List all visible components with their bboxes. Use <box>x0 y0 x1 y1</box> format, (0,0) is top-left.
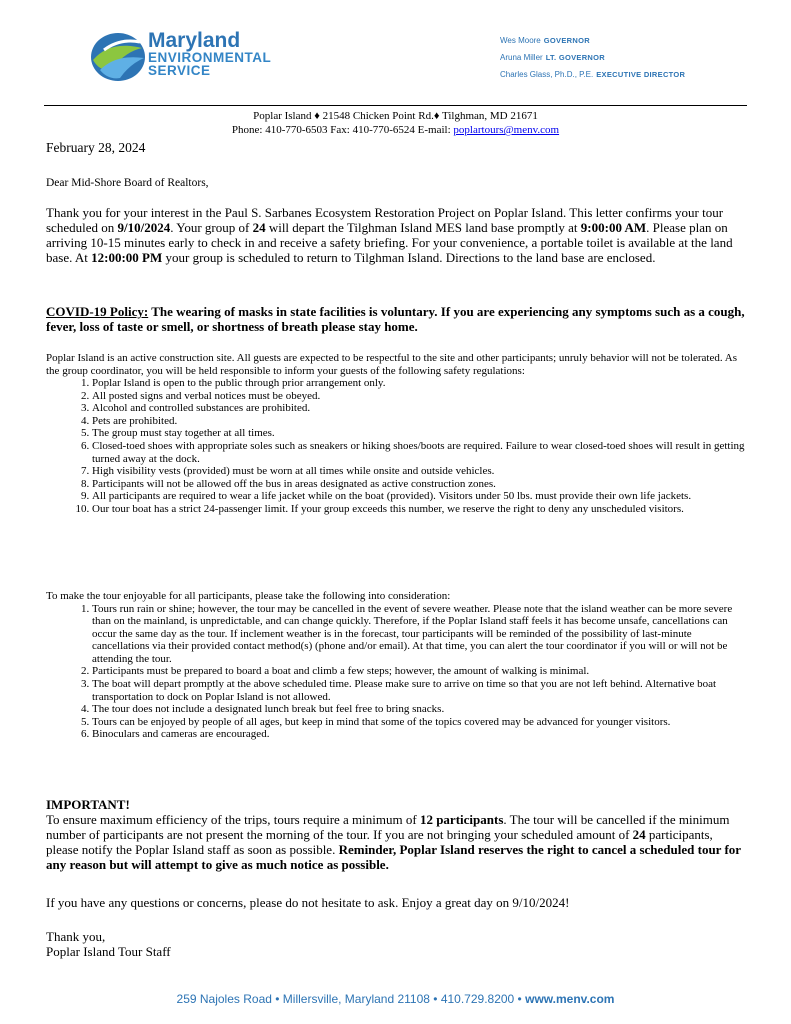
list-item: 4. Pets are prohibited. <box>92 415 746 428</box>
footer-address: 259 Najoles Road • Millersville, Maryland 21108 • 410.729.8200 • <box>176 992 526 1006</box>
list-item: 8. Participants will not be allowed off the bus in areas designated as active construction zones. <box>92 478 746 491</box>
footer <box>0 992 791 1006</box>
list-item: 9. All participants are required to wear a life jacket while on the boat (provided). Visitors under 50 lbs. must provide their own life jackets. <box>92 490 746 503</box>
list-item: 2. All posted signs and verbal notices must be obeyed. <box>92 390 746 403</box>
list-item: 6. Binoculars and cameras are encouraged. <box>92 728 746 741</box>
signature: Poplar Island Tour Staff <box>46 944 171 959</box>
list-item: 6. Closed-toed shoes with appropriate soles such as sneakers or hiking shoes/boots are required. Failure to wear closed-toed shoes will result in getting turned away at the dock. <box>92 440 746 465</box>
safety-section <box>46 352 746 516</box>
covid-label: COVID-19 Policy: <box>46 304 149 319</box>
depart-time: 9:00:00 AM <box>580 220 647 235</box>
considerations-intro: To make the tour enjoyable for all participants, please take the following into consideration: <box>46 590 451 602</box>
list-item: 3. Alcohol and controlled substances are prohibited. <box>92 402 746 415</box>
reminder-text: Reminder, Poplar Island reserves the right to cancel a scheduled tour for any reason but will attempt to give as much notice as possible. <box>46 842 741 872</box>
officer-executive-director: Charles Glass, Ph.D., P.E. EXECUTIVE DIRECTOR <box>500 70 686 79</box>
covid-policy <box>46 304 746 334</box>
safety-rules-list <box>46 377 746 516</box>
list-item: 4. The tour does not include a designated lunch break but feel free to bring snacks. <box>92 703 746 716</box>
considerations-list <box>46 603 746 742</box>
phone-fax-email: Phone: 410-770-6503 Fax: 410-770-6524 E-mail: poplartours@menv.com <box>231 124 560 136</box>
closing-line: If you have any questions or concerns, please do not hesitate to ask. Enjoy a great day on 9/10/2024! <box>46 895 570 910</box>
tour-date: 9/10/2024 <box>117 220 171 235</box>
group-size: 24 <box>252 220 266 235</box>
list-item: 1. Tours run rain or shine; however, the tour may be cancelled in the event of severe weather. Please note that the island weather can be more severe than on the mainland, is unpredictable, and can change quickly. Therefore, if the Poplar Island staff feels it has become unsafe, cancellations can occur the same day as the tour. If inclement weather is in the forecast, tour participants will be reminded of the possibility of last-minute cancellations via their provided contact method(s) (phone and/or email). At that time, you can alert the tour coordinator if you will or will not be attending the tour. <box>92 603 746 666</box>
scheduled-amount: 24 <box>632 827 646 842</box>
list-item: 7. High visibility vests (provided) must be worn at all times while onsite and outside vehicles. <box>92 465 746 478</box>
return-time: 12:00:00 PM <box>91 250 163 265</box>
important-text: To ensure maximum efficiency of the trips, tours require a minimum of 12 participants. The tour will be cancelled if the minimum number of participants are not present the morning of the tour. If you are not bringing your scheduled amount of 24 participants, please notify the Poplar Island staff as soon as possible. Reminder, Poplar Island reserves the right to cancel a scheduled tour for any reason but will attempt to give as much notice as possible. <box>46 812 741 872</box>
list-item: 5. The group must stay together at all times. <box>92 427 746 440</box>
safety-intro: Poplar Island is an active construction site. All guests are expected to be respectful to the site and other participants; unruly behavior will not be tolerated. As the group coordinator, you will be held responsible to inform your guests of the following safety regulations: <box>46 352 737 377</box>
important-section <box>46 797 746 872</box>
contact-block <box>44 109 747 137</box>
logo-text-maryland: Maryland <box>148 29 241 52</box>
signoff: Thank you, <box>46 929 106 944</box>
min-participants: 12 participants <box>419 812 504 827</box>
logo-text-service: SERVICE <box>148 63 211 78</box>
greeting: Dear Mid-Shore Board of Realtors, <box>46 177 209 189</box>
considerations-section <box>46 590 746 741</box>
list-item: 1. Poplar Island is open to the public through prior arrangement only. <box>92 377 746 390</box>
list-item: 5. Tours can be enjoyed by people of all ages, but keep in mind that some of the topics covered may be advanced for younger visitors. <box>92 716 746 729</box>
list-item: 2. Participants must be prepared to board a boat and climb a few steps; however, the amount of walking is minimal. <box>92 665 746 678</box>
letter-date: February 28, 2024 <box>46 140 146 155</box>
intro-paragraph: Thank you for your interest in the Paul S. Sarbanes Ecosystem Restoration Project on Poplar Island. This letter confirms your tour scheduled on 9/10/2024. Your group of 24 will depart the Tilghman Island MES land base promptly at 9:00:00 AM. Please plan on arriving 10-15 minutes early to check in and receive a safety briefing. For your convenience, a portable toilet is available at the land base. At 12:00:00 PM your group is scheduled to return to Tilghman Island. Directions to the land base are enclosed. <box>46 205 733 265</box>
email-link[interactable]: poplartours@menv.com <box>453 124 560 136</box>
important-heading: IMPORTANT! <box>46 797 130 812</box>
site-address: Poplar Island ♦ 21548 Chicken Point Rd.♦ Tilghman, MD 21671 <box>253 110 538 122</box>
header-divider <box>44 105 747 106</box>
signoff-block <box>46 929 746 959</box>
footer-website[interactable]: www.menv.com <box>525 992 615 1006</box>
officer-lt-governor: Aruna Miller LT. GOVERNOR <box>500 53 605 62</box>
list-item: 3. The boat will depart promptly at the above scheduled time. Please make sure to arrive on time so that you are not left behind. Alternative boat transportation to dock on Poplar Island is not allowed. <box>92 678 746 703</box>
list-item: 10. Our tour boat has a strict 24-passenger limit. If your group exceeds this number, we reserve the right to deny any unscheduled visitors. <box>92 503 746 516</box>
logo-text-environmental: ENVIRONMENTAL <box>148 50 272 65</box>
covid-text: The wearing of masks in state facilities is voluntary. If you are experiencing any symptoms such as a cough, fever, loss of taste or smell, or shortness of breath please stay home. <box>46 304 745 334</box>
officer-governor: Wes Moore GOVERNOR <box>500 36 590 45</box>
officers-list <box>500 32 685 83</box>
